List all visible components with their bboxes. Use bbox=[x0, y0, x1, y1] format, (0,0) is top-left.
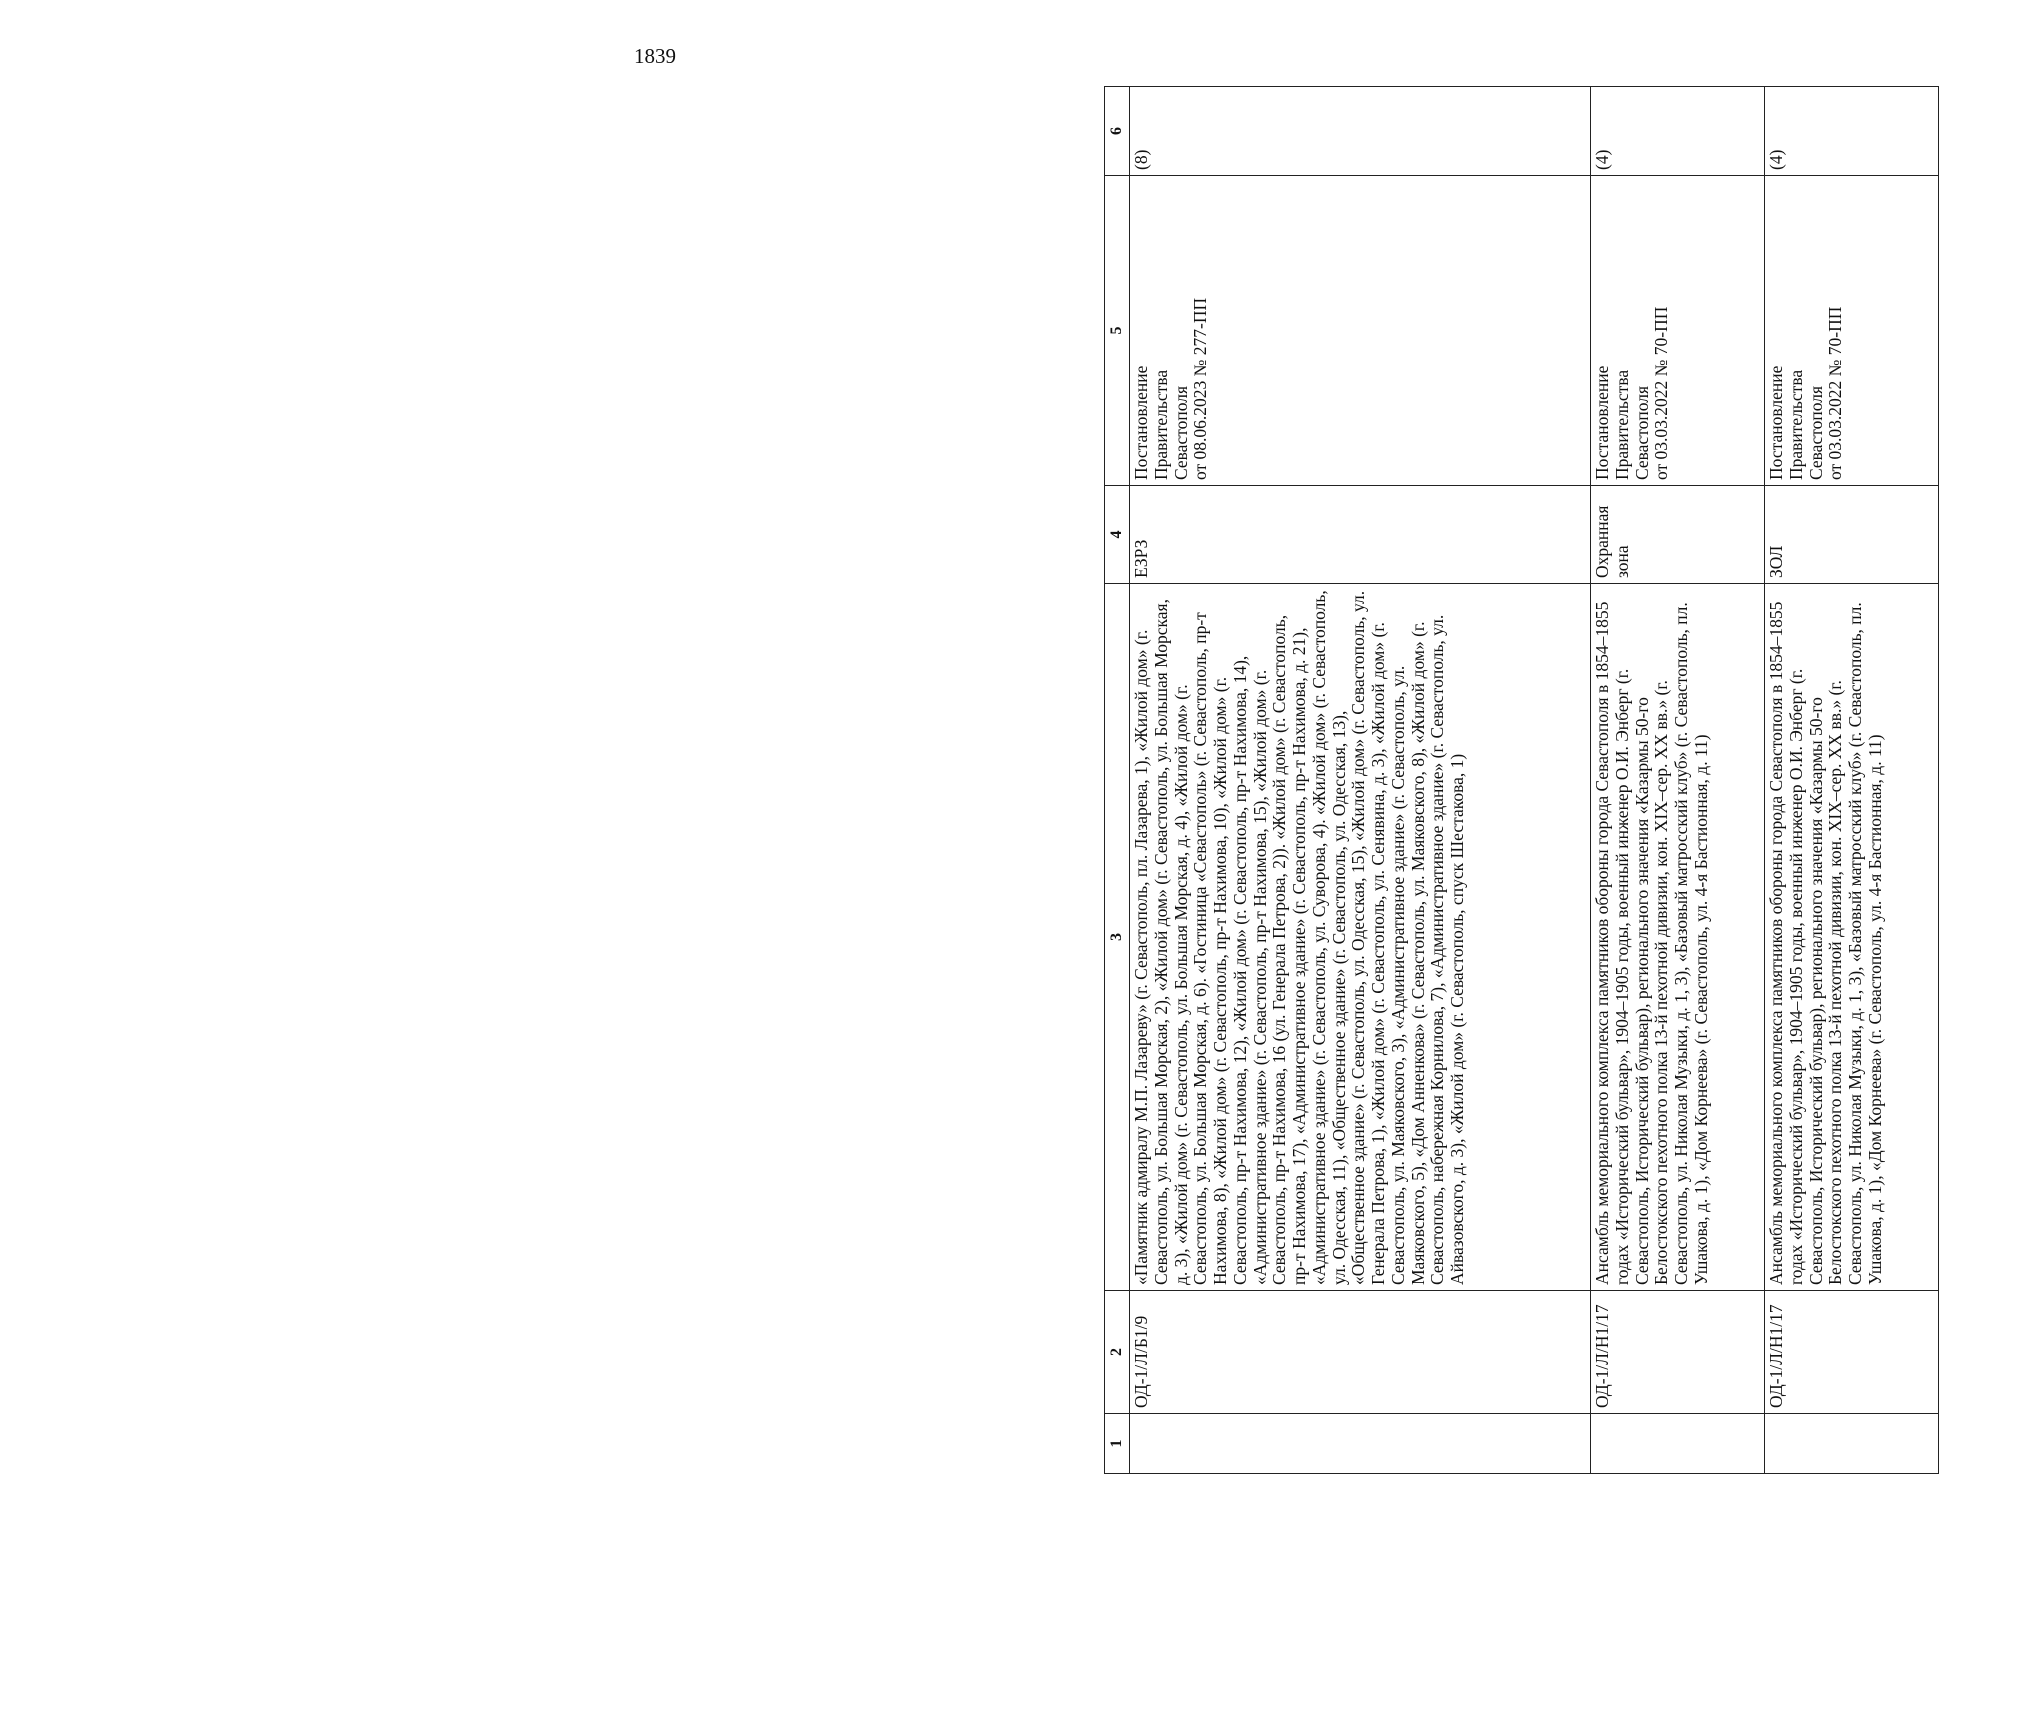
cell-number bbox=[1130, 1414, 1591, 1474]
cell-objects: Ансамбль мемориального комплекса памятников обороны города Севастополя в 1854–1855 годах «Исторический бульвар», 1904–1905 годы, военный инженер О.И. Энберг (г. Севастополь, Исторический бульвар), регионального значения «Казармы 50-го Белостокского пехотного полка 13-й пехотной дивизии, кон. XIX–сер. XX вв.» (г. Севастополь, ул. Николая Музыки, д. 1, 3), «Базовый матросский клуб» (г. Севастополь, пл. Ушакова, д. 1), «Дом Корнеева» (г. Севастополь, ул. 4-я Бастионная, д. 11) bbox=[1765, 584, 1939, 1291]
column-header-3: 3 bbox=[1105, 584, 1130, 1291]
cell-document: Постановление Правительства Севастополя от 03.03.2022 № 70-ПП bbox=[1765, 176, 1939, 486]
cell-note: (8) bbox=[1130, 87, 1591, 176]
cell-document: Постановление Правительства Севастополя от 03.03.2022 № 70-ПП bbox=[1591, 176, 1765, 486]
cell-zone-code: ОД-1/Л/Н1/17 bbox=[1765, 1291, 1939, 1414]
cell-number bbox=[1765, 1414, 1939, 1474]
table-row bbox=[1130, 87, 1591, 1474]
cell-document: Постановление Правительства Севастополя от 08.06.2023 № 277-ПП bbox=[1130, 176, 1591, 486]
column-header-5: 5 bbox=[1105, 176, 1130, 486]
cell-objects: «Памятник адмиралу М.П. Лазареву» (г. Севастополь, пл. Лазарева, 1), «Жилой дом» (г. Севастополь, ул. Большая Морская, 2), «Жилой дом» (г. Севастополь, ул. Большая Морская, д. 3), «Жилой дом» (г. Севастополь, ул. Большая Морская, д. 4), «Жилой дом» (г. Севастополь, ул. Большая Морская, д. 6). «Гостиница «Севастополь» (г. Севастополь, пр-т Нахимова, 8), «Жилой дом» (г. Севастополь, пр-т Нахимова, 10), «Жилой дом» (г. Севастополь, пр-т Нахимова, 12), «Жилой дом» (г. Севастополь, пр-т Нахимова, 14), «Административное здание» (г. Севастополь, пр-т Нахимова, 15), «Жилой дом» (г. Севастополь, пр-т Нахимова, 16 (ул. Генерала Петрова, 2)). «Жилой дом» (г. Севастополь, пр-т Нахимова, 17), «Административное здание» (г. Севастополь, пр-т Нахимова, д. 21), «Административное здание» (г. Севастополь, ул. Суворова, 4). «Жилой дом» (г. Севастополь, ул. Одесская, 11), «Общественное здание» (г. Севастополь, ул. Одесская, 13), «Общественное здание» (г. Севастополь, ул. Одесская, 15), «Жилой дом» (г. Севастополь, ул. Генерала Петрова, 1), «Жилой дом» (г. Севастополь, ул. Сенявина, д. 3), «Жилой дом» (г. Севастополь, ул. Маяковского, 3), «Административное здание» (г. Севастополь, ул. Маяковского, 5), «Дом Анненкова» (г. Севастополь, ул. Маяковского, 8), «Жилой дом» (г. Севастополь, набережная Корнилова, 7), «Административное здание» (г. Севастополь, ул. Айвазовского, д. 3), «Жилой дом» (г. Севастополь, спуск Шестакова, 1) bbox=[1130, 584, 1591, 1291]
cell-zone-type: ЕЗРЗ bbox=[1130, 486, 1591, 584]
cell-zone-code: ОД-1/Л/Н1/17 bbox=[1591, 1291, 1765, 1414]
column-header-2: 2 bbox=[1105, 1291, 1130, 1414]
cell-zone-type: Охранная зона bbox=[1591, 486, 1765, 584]
cell-zone-code: ОД-1/Л/Б1/9 bbox=[1130, 1291, 1591, 1414]
rotated-table-container bbox=[1104, 87, 2019, 1474]
cell-zone-type: ЗОЛ bbox=[1765, 486, 1939, 584]
cell-note: (4) bbox=[1765, 87, 1939, 176]
table-header-row bbox=[1105, 87, 1130, 1474]
table-row bbox=[1765, 87, 1939, 1474]
cell-objects: Ансамбль мемориального комплекса памятников обороны города Севастополя в 1854–1855 годах «Исторический бульвар», 1904–1905 годы, военный инженер О.И. Энберг (г. Севастополь, Исторический бульвар), регионального значения «Казармы 50-го Белостокского пехотного полка 13-й пехотной дивизии, кон. XIX–сер. XX вв.» (г. Севастополь, ул. Николая Музыки, д. 1, 3), «Базовый матросский клуб» (г. Севастополь, пл. Ушакова, д. 1), «Дом Корнеева» (г. Севастополь, ул. 4-я Бастионная, д. 11) bbox=[1591, 584, 1765, 1291]
heritage-zones-table bbox=[1104, 86, 1939, 1474]
column-header-4: 4 bbox=[1105, 486, 1130, 584]
cell-number bbox=[1591, 1414, 1765, 1474]
cell-note: (4) bbox=[1591, 87, 1765, 176]
column-header-6: 6 bbox=[1105, 87, 1130, 176]
column-header-1: 1 bbox=[1105, 1414, 1130, 1474]
table-row bbox=[1591, 87, 1765, 1474]
page-number: 1839 bbox=[634, 44, 676, 68]
